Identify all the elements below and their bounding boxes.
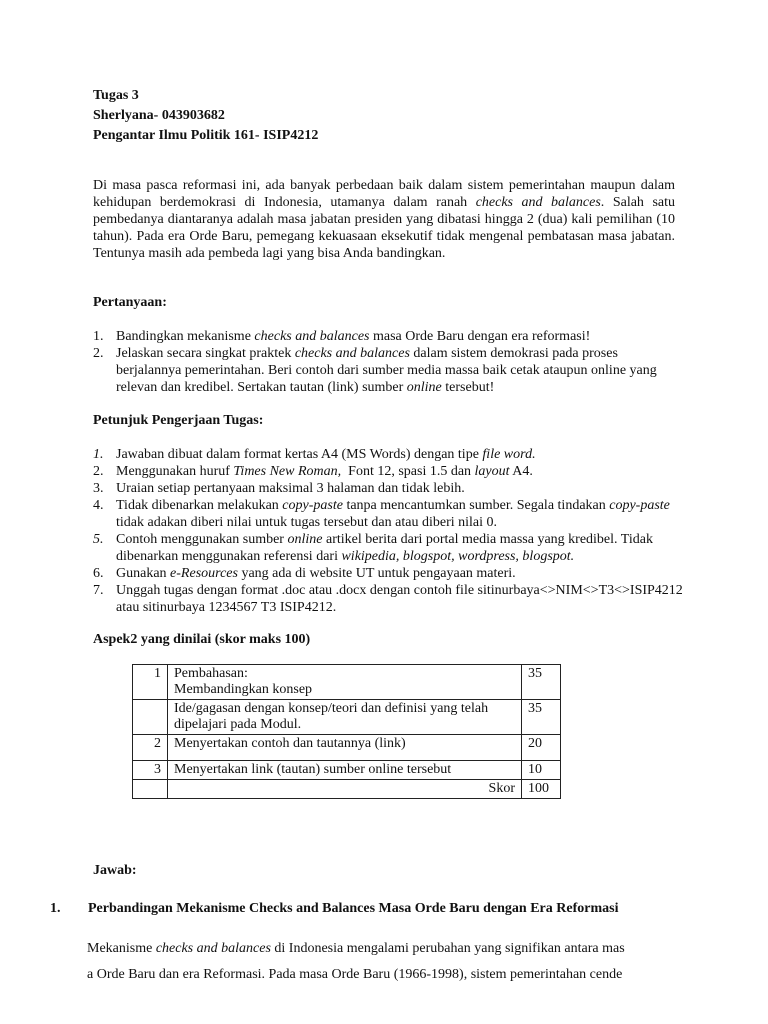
- instruction-item: 4. Tidak dibenarkan melakukan copy-paste tanpa mencantumkan sumber. Segala tindakan copy-paste tidak adakan diberi nilai untuk tugas tersebut dan atau diberi nilai 0.: [93, 498, 670, 530]
- row-number: 2: [133, 735, 168, 761]
- student-name-id: Sherlyana- 043903682: [93, 108, 225, 123]
- instruction-item: 7. Unggah tugas dengan format .doc atau .docx dengan contoh file sitinurbaya<>NIM<>T3<>ISIP4212 atau sitinurbaya 1234567 T3 ISIP4212.: [93, 583, 683, 615]
- instruction-item: 6. Gunakan e-Resources yang ada di website UT untuk pengayaan materi.: [93, 566, 516, 581]
- section-number: 1.: [50, 901, 61, 916]
- section-heading: [50, 901, 618, 917]
- row-score: 35: [522, 700, 561, 735]
- total-label: Skor: [168, 780, 522, 799]
- scoring-table: [132, 664, 561, 799]
- question-item: 2. Jelaskan secara singkat praktek checks and balances dalam sistem demokrasi pada proses berjalannya pemerintahan. Beri contoh dari sumber media massa baik cetak ataupun online yang relevan dan kredibel. Sertakan tautan (link) sumber online tersebut!: [93, 346, 657, 395]
- section-title: Perbandingan Mekanisme Checks and Balances Masa Orde Baru dengan Era Reformasi: [88, 901, 619, 916]
- row-score: 35: [522, 665, 561, 700]
- instruction-item: 2. Menggunakan huruf Times New Roman, Font 12, spasi 1.5 dan layout A4.: [93, 464, 533, 479]
- row-description: Ide/gagasan dengan konsep/teori dan definisi yang telah dipelajari pada Modul.: [168, 700, 522, 735]
- row-description: Menyertakan link (tautan) sumber online tersebut: [168, 761, 522, 780]
- assignment-title: Tugas 3: [93, 88, 139, 103]
- table-row: [133, 665, 561, 700]
- instruction-item: 3. Uraian setiap pertanyaan maksimal 3 halaman dan tidak lebih.: [93, 481, 465, 496]
- row-number: 3: [133, 761, 168, 780]
- instruction-item: 5. Contoh menggunakan sumber online artikel berita dari portal media massa yang kredibel. Tidak dibenarkan menggunakan referensi dari wikipedia, blogspot, wordpress, blogspot.: [93, 532, 653, 564]
- answer-paragraph-line: Mekanisme checks and balances di Indonesia mengalami perubahan yang signifikan antara mas: [87, 941, 625, 956]
- row-score: 20: [522, 735, 561, 761]
- jawab-heading: Jawab:: [93, 863, 137, 878]
- course-name: Pengantar Ilmu Politik 161- ISIP4212: [93, 128, 319, 143]
- instruction-list: [93, 446, 683, 616]
- table-total-row: [133, 780, 561, 799]
- question-list: [93, 328, 683, 396]
- row-number: 1: [133, 665, 168, 700]
- aspek-heading: Aspek2 yang dinilai (skor maks 100): [93, 632, 311, 647]
- total-value: 100: [522, 780, 561, 799]
- table-row: [133, 700, 561, 735]
- petunjuk-heading: Petunjuk Pengerjaan Tugas:: [93, 413, 264, 428]
- pertanyaan-heading: Pertanyaan:: [93, 295, 167, 310]
- table-row: [133, 735, 561, 761]
- row-description: Pembahasan: Membandingkan konsep: [168, 665, 522, 700]
- table-row: [133, 761, 561, 780]
- row-number: [133, 780, 168, 799]
- intro-paragraph: Di masa pasca reformasi ini, ada banyak perbedaan baik dalam sistem pemerintahan maupun dalam kehidupan berdemokrasi di Indonesia, utamanya dalam ranah checks and balances. Salah satu pembedanya diantaranya adalah masa jabatan presiden yang dibatasi hingga 2 (dua) kali pemilihan (10 tahun). Pada era Orde Baru, pemegang kekuasaan eksekutif tidak mengenal pembatasan masa jabatan. Tentunya masih ada pembeda lagi yang bisa Anda bandingkan.: [93, 178, 675, 261]
- answer-paragraph-line: a Orde Baru dan era Reformasi. Pada masa Orde Baru (1966-1998), sistem pemerintahan cende: [87, 967, 623, 982]
- row-score: 10: [522, 761, 561, 780]
- row-description: Menyertakan contoh dan tautannya (link): [168, 735, 522, 761]
- question-item: 1. Bandingkan mekanisme checks and balances masa Orde Baru dengan era reformasi!: [93, 329, 591, 344]
- instruction-item: 1. Jawaban dibuat dalam format kertas A4 (MS Words) dengan tipe file word.: [93, 447, 536, 462]
- row-number: [133, 700, 168, 735]
